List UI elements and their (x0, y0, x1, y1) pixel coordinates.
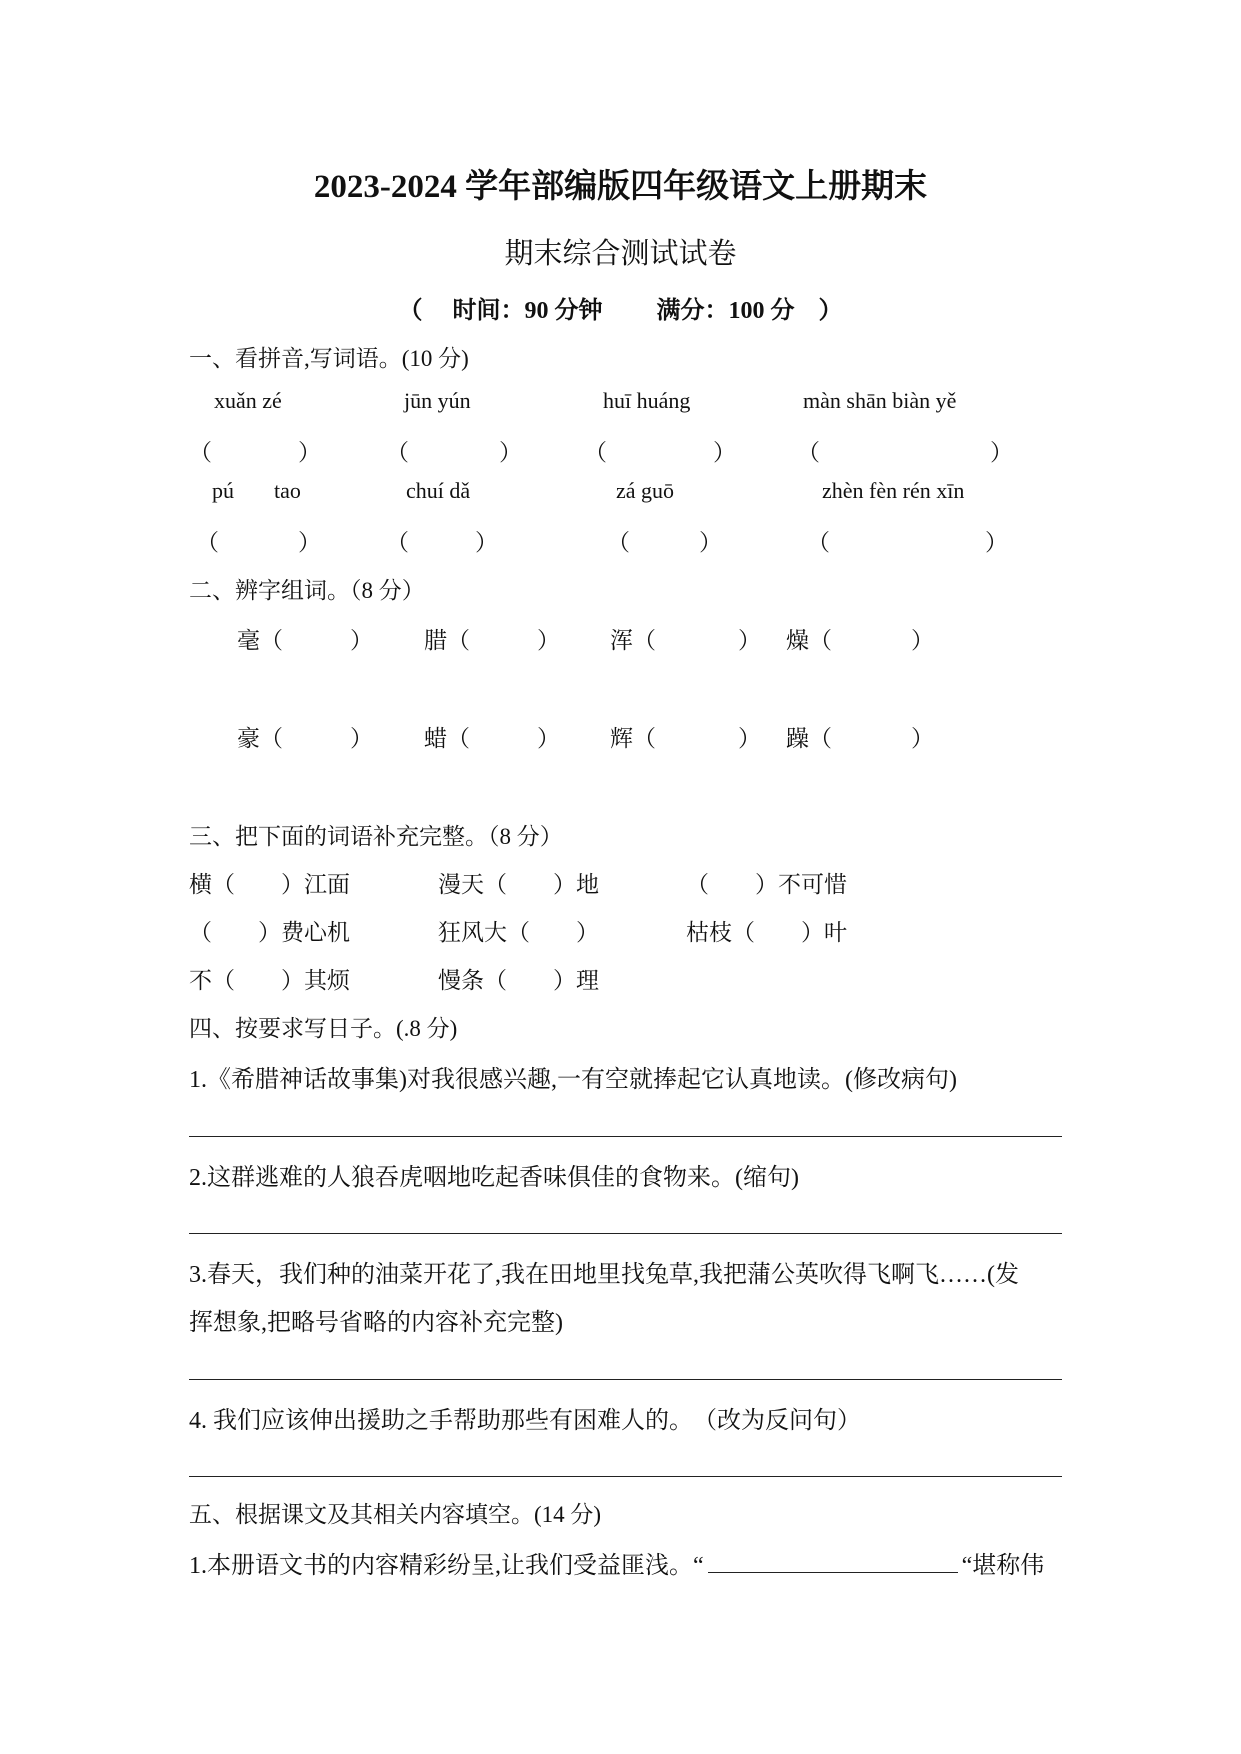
pinyin-5b: tao (274, 478, 301, 503)
question-4-1: 1.《希腊神话故事集)对我很感兴趣,一有空就捧起它认真地读。(修改病句) (189, 1067, 957, 1093)
idiom-blank: 漫天（ ）地 (438, 872, 599, 897)
answer-paren-open: （ (386, 530, 409, 555)
pinyin-2: jūn yún (404, 388, 471, 413)
answer-paren-open: （ (196, 530, 219, 555)
answer-paren-close: ） (350, 628, 373, 653)
word-char: 腊（ (424, 628, 470, 653)
section-3-heading: 三、把下面的词语补充完整。（8 分） (189, 824, 563, 849)
idiom-blank: （ ）费心机 (189, 920, 350, 945)
pinyin-4: màn shān biàn yě (803, 388, 957, 413)
answer-paren-close: ） (537, 628, 560, 653)
idiom-blank: 狂风大（ ） (438, 920, 599, 945)
question-4-4: 4. 我们应该伸出援助之手帮助那些有困难人的。 （改为反问句） (189, 1408, 861, 1434)
idiom-blank: 枯枝（ ）叶 (686, 920, 847, 945)
section-1-heading: 一、看拼音,写词语。(10 分) (189, 346, 469, 371)
pinyin-6: chuí dǎ (406, 478, 471, 503)
question-5-1-text-after: “堪称伟 (961, 1553, 1045, 1579)
answer-line (189, 1233, 1062, 1234)
answer-paren-open: （ (386, 440, 409, 465)
section-4-heading: 四、按要求写日子。(.8 分) (189, 1016, 458, 1041)
pinyin-8: zhèn fèn rén xīn (822, 478, 965, 503)
answer-line (189, 1379, 1062, 1380)
pinyin-7: zá guō (616, 478, 675, 503)
exam-title: 2023-2024 学年部编版四年级语文上册期末 (313, 169, 928, 205)
exam-time-score-info: （ 时间：90 分钟 满分：100 分 ） (398, 298, 843, 324)
answer-paren-open: （ (189, 440, 212, 465)
answer-paren-close: ） (985, 530, 1008, 555)
answer-paren-close: ） (738, 628, 761, 653)
question-4-3-line1: 3.春天，我们种的油菜开花了,我在田地里找兔草,我把蒲公英吹得飞啊飞……(发 (189, 1262, 1019, 1288)
question-4-2: 2.这群逃难的人狼吞虎咽地吃起香味俱佳的食物来。(缩句) (189, 1165, 799, 1191)
section-2-heading: 二、辨字组词。（8 分） (189, 578, 425, 603)
answer-paren-open: （ (584, 440, 607, 465)
answer-paren-close: ） (298, 440, 321, 465)
answer-paren-close: ） (911, 726, 934, 751)
word-char: 毫（ (237, 628, 283, 653)
answer-paren-open: （ (607, 530, 630, 555)
pinyin-5a: pú (212, 478, 234, 503)
idiom-blank: 横（ ）江面 (189, 872, 350, 897)
idiom-blank: （ ）不可惜 (686, 872, 847, 897)
question-5-1 (189, 1545, 1044, 1580)
answer-line (189, 1136, 1062, 1137)
pinyin-3: huī huáng (603, 388, 691, 413)
answer-paren-close: ） (738, 726, 761, 751)
answer-paren-close: ） (990, 440, 1013, 465)
answer-line (189, 1476, 1062, 1477)
word-char: 豪（ (237, 726, 283, 751)
answer-paren-close: ） (537, 726, 560, 751)
answer-paren-close: ） (350, 726, 373, 751)
idiom-blank: 不（ ）其烦 (189, 968, 350, 993)
answer-paren-open: （ (807, 530, 830, 555)
answer-paren-open: （ (797, 440, 820, 465)
question-5-1-text: 1.本册语文书的内容精彩纷呈,让我们受益匪浅。“ (189, 1553, 704, 1579)
answer-paren-close: ） (911, 628, 934, 653)
pinyin-1: xuǎn zé (214, 388, 282, 413)
answer-paren-close: ） (298, 530, 321, 555)
section-5-heading: 五、根据课文及其相关内容填空。(14 分) (189, 1502, 602, 1527)
answer-paren-close: ） (699, 530, 722, 555)
word-char: 浑（ (610, 628, 656, 653)
idiom-blank: 慢条（ ）理 (438, 968, 599, 993)
exam-subtitle: 期末综合测试试卷 (504, 238, 737, 270)
fill-blank (708, 1550, 958, 1573)
answer-paren-close: ） (713, 440, 736, 465)
word-char: 蜡（ (424, 726, 470, 751)
answer-paren-close: ） (499, 440, 522, 465)
question-4-3-line2: 挥想象,把略号省略的内容补充完整) (189, 1310, 563, 1336)
word-char: 躁（ (786, 726, 832, 751)
answer-paren-close: ） (475, 530, 498, 555)
word-char: 燥（ (786, 628, 832, 653)
word-char: 辉（ (610, 726, 656, 751)
